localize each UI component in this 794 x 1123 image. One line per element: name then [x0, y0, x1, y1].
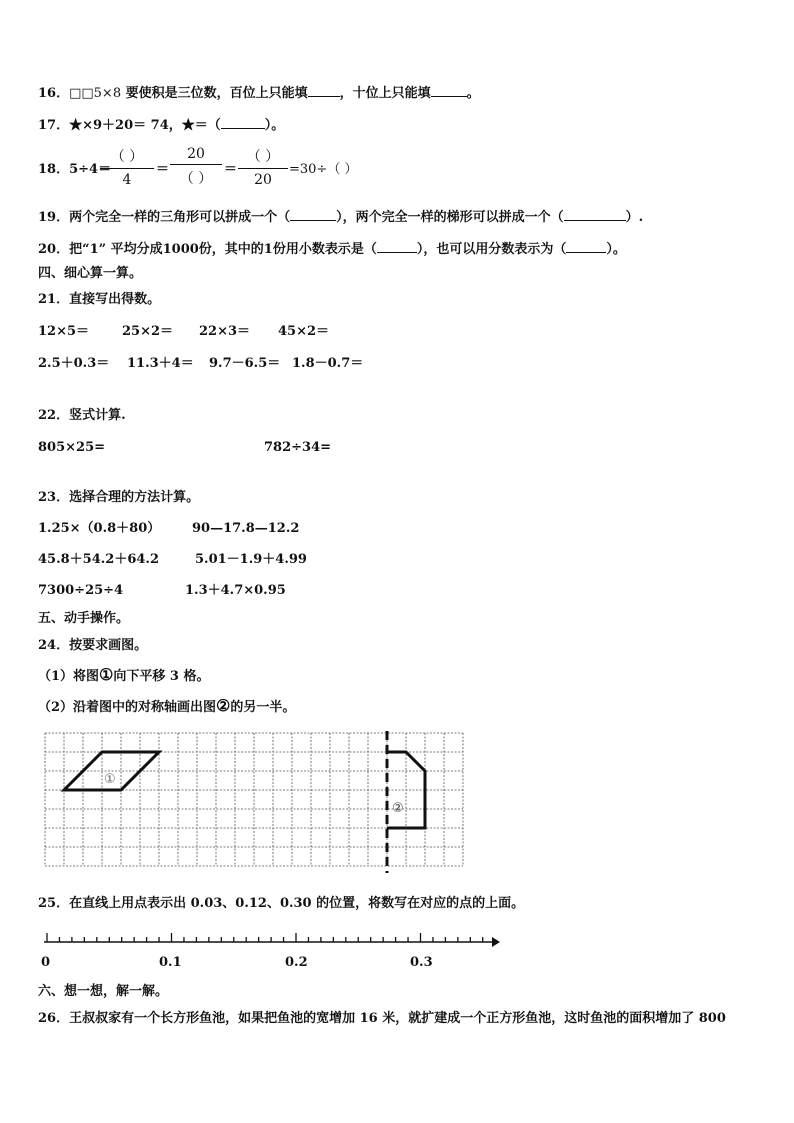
question-20	[38, 240, 626, 258]
answer-blank[interactable]	[377, 240, 417, 253]
question-text: 直接写出得数。	[69, 292, 161, 307]
calc-item: 22×3＝	[199, 324, 251, 339]
question-23	[38, 490, 199, 506]
question-21	[38, 292, 160, 308]
question-text: 竖式计算.	[69, 408, 126, 423]
question-number: 17．	[38, 118, 70, 133]
number-line[interactable]	[40, 930, 502, 950]
question-number: 22．	[38, 408, 70, 423]
sub-question-text: 向下平移 3 格。	[113, 669, 210, 684]
question-25	[38, 896, 524, 912]
calc-item: 1.25×（0.8＋80）	[38, 521, 161, 536]
calc-item: 1.8－0.7＝	[292, 356, 364, 371]
number-line-label: 0.1	[159, 955, 182, 970]
number-line-label: 0.3	[410, 955, 433, 970]
question-text: 王叔叔家有一个长方形鱼池，如果把鱼池的宽增加 16 米，就扩建成一个正方形鱼池，这时鱼池的面积增加了 800	[69, 1011, 726, 1026]
arrow-head-icon	[492, 937, 500, 947]
question-number: 20．	[38, 242, 70, 257]
question-number: 16．	[38, 86, 70, 101]
question-19	[38, 208, 643, 226]
fraction-numerator-blank[interactable]: （ ）	[238, 146, 288, 169]
calc-item: 11.3＋4＝	[127, 356, 194, 371]
fraction-3	[238, 146, 288, 188]
fraction-numerator-blank[interactable]: （ ）	[100, 146, 154, 169]
section-heading-6: 六、想一想，解一解。	[38, 984, 169, 999]
question-text: 。	[466, 86, 480, 101]
shape-1-label: ①	[104, 772, 116, 787]
question-text: 按要求画图。	[69, 638, 148, 653]
section-heading-4: 四、细心算一算。	[38, 266, 143, 281]
number-line-label: 0	[41, 955, 51, 970]
sub-question-text: （2）沿着图中的对称轴画出图	[38, 700, 217, 715]
question-text: 两个完全一样的三角形可以拼成一个（	[69, 210, 291, 225]
question-26	[38, 1011, 726, 1027]
fraction-1	[100, 146, 154, 188]
calc-item: 45×2＝	[278, 324, 330, 339]
question-text: ，十位上只能填	[339, 86, 431, 101]
question-number: 19．	[38, 210, 70, 225]
calc-item: 782÷34=	[264, 440, 332, 455]
number-line-label: 0.2	[285, 955, 308, 970]
sub-question-text: 的另一半。	[230, 700, 296, 715]
calc-item: 805×25=	[38, 440, 106, 455]
answer-blank[interactable]	[308, 84, 340, 97]
question-number: 21．	[38, 292, 70, 307]
question-number: 24．	[38, 638, 70, 653]
equals-sign: ＝	[156, 162, 170, 177]
sub-question-text: （1）将图	[38, 669, 100, 684]
answer-blank[interactable]	[564, 208, 626, 221]
question-17	[38, 116, 284, 134]
fraction-denominator-blank[interactable]: （ ）	[179, 171, 213, 187]
section-heading-5: 五、动手操作。	[38, 611, 130, 626]
question-number: 18．	[38, 162, 70, 177]
question-number: 25．	[38, 896, 70, 911]
calc-item: 9.7－6.5＝	[209, 356, 281, 371]
question-number: 26．	[38, 1011, 70, 1026]
question-number: 23．	[38, 490, 70, 505]
calc-item: 12×5＝	[38, 324, 90, 339]
question-22	[38, 408, 126, 424]
calc-item: 90—17.8—12.2	[192, 521, 300, 536]
question-text: ）.	[625, 210, 644, 225]
expression: □□5×8	[69, 86, 122, 101]
calc-item: 7300÷25÷4	[38, 583, 124, 598]
fraction-denominator: 4	[122, 172, 132, 188]
figure-mark: ①	[99, 665, 114, 684]
calc-item: 25×2＝	[122, 324, 174, 339]
equals-sign: ＝	[224, 162, 238, 177]
calc-item: 1.3＋4.7×0.95	[185, 583, 286, 598]
question-text: 要使积是三位数，百位上只能填	[125, 86, 308, 101]
question-text: ）。	[606, 242, 626, 257]
equation-lead: 5÷4＝	[69, 162, 112, 177]
question-text: 在直线上用点表示出 0.03、0.12、0.30 的位置，将数写在对应的点的上面。	[69, 896, 525, 911]
sub-question-2	[38, 698, 295, 716]
question-text: 选择合理的方法计算。	[69, 490, 200, 505]
fraction-numerator: 20	[170, 146, 222, 165]
question-16	[38, 84, 480, 102]
fraction-2	[170, 146, 222, 188]
drawing-grid[interactable]	[44, 731, 468, 873]
sub-question-1	[38, 667, 210, 685]
answer-blank[interactable]	[431, 84, 467, 97]
equation-tail: =30÷（ ）	[289, 162, 358, 177]
figure-mark: ②	[216, 696, 231, 715]
question-text: ）。	[264, 118, 285, 133]
question-24	[38, 638, 147, 654]
calc-item: 5.01－1.9＋4.99	[195, 552, 307, 567]
question-text: ），两个完全一样的梯形可以拼成一个（	[336, 210, 564, 225]
answer-blank[interactable]	[290, 208, 336, 221]
shape-2-label: ②	[392, 801, 404, 816]
answer-blank[interactable]	[221, 116, 265, 129]
calc-item: 45.8＋54.2＋64.2	[38, 552, 159, 567]
calc-item: 2.5＋0.3＝	[38, 356, 110, 371]
answer-blank[interactable]	[566, 240, 606, 253]
question-text: ），也可以用分数表示为（	[416, 242, 567, 257]
question-text: 把“1” 平均分成1000份，其中的1份用小数表示是（	[69, 242, 377, 257]
question-text: ★×9＋20＝ 74，★＝（	[69, 118, 221, 133]
fraction-denominator: 20	[254, 172, 272, 188]
